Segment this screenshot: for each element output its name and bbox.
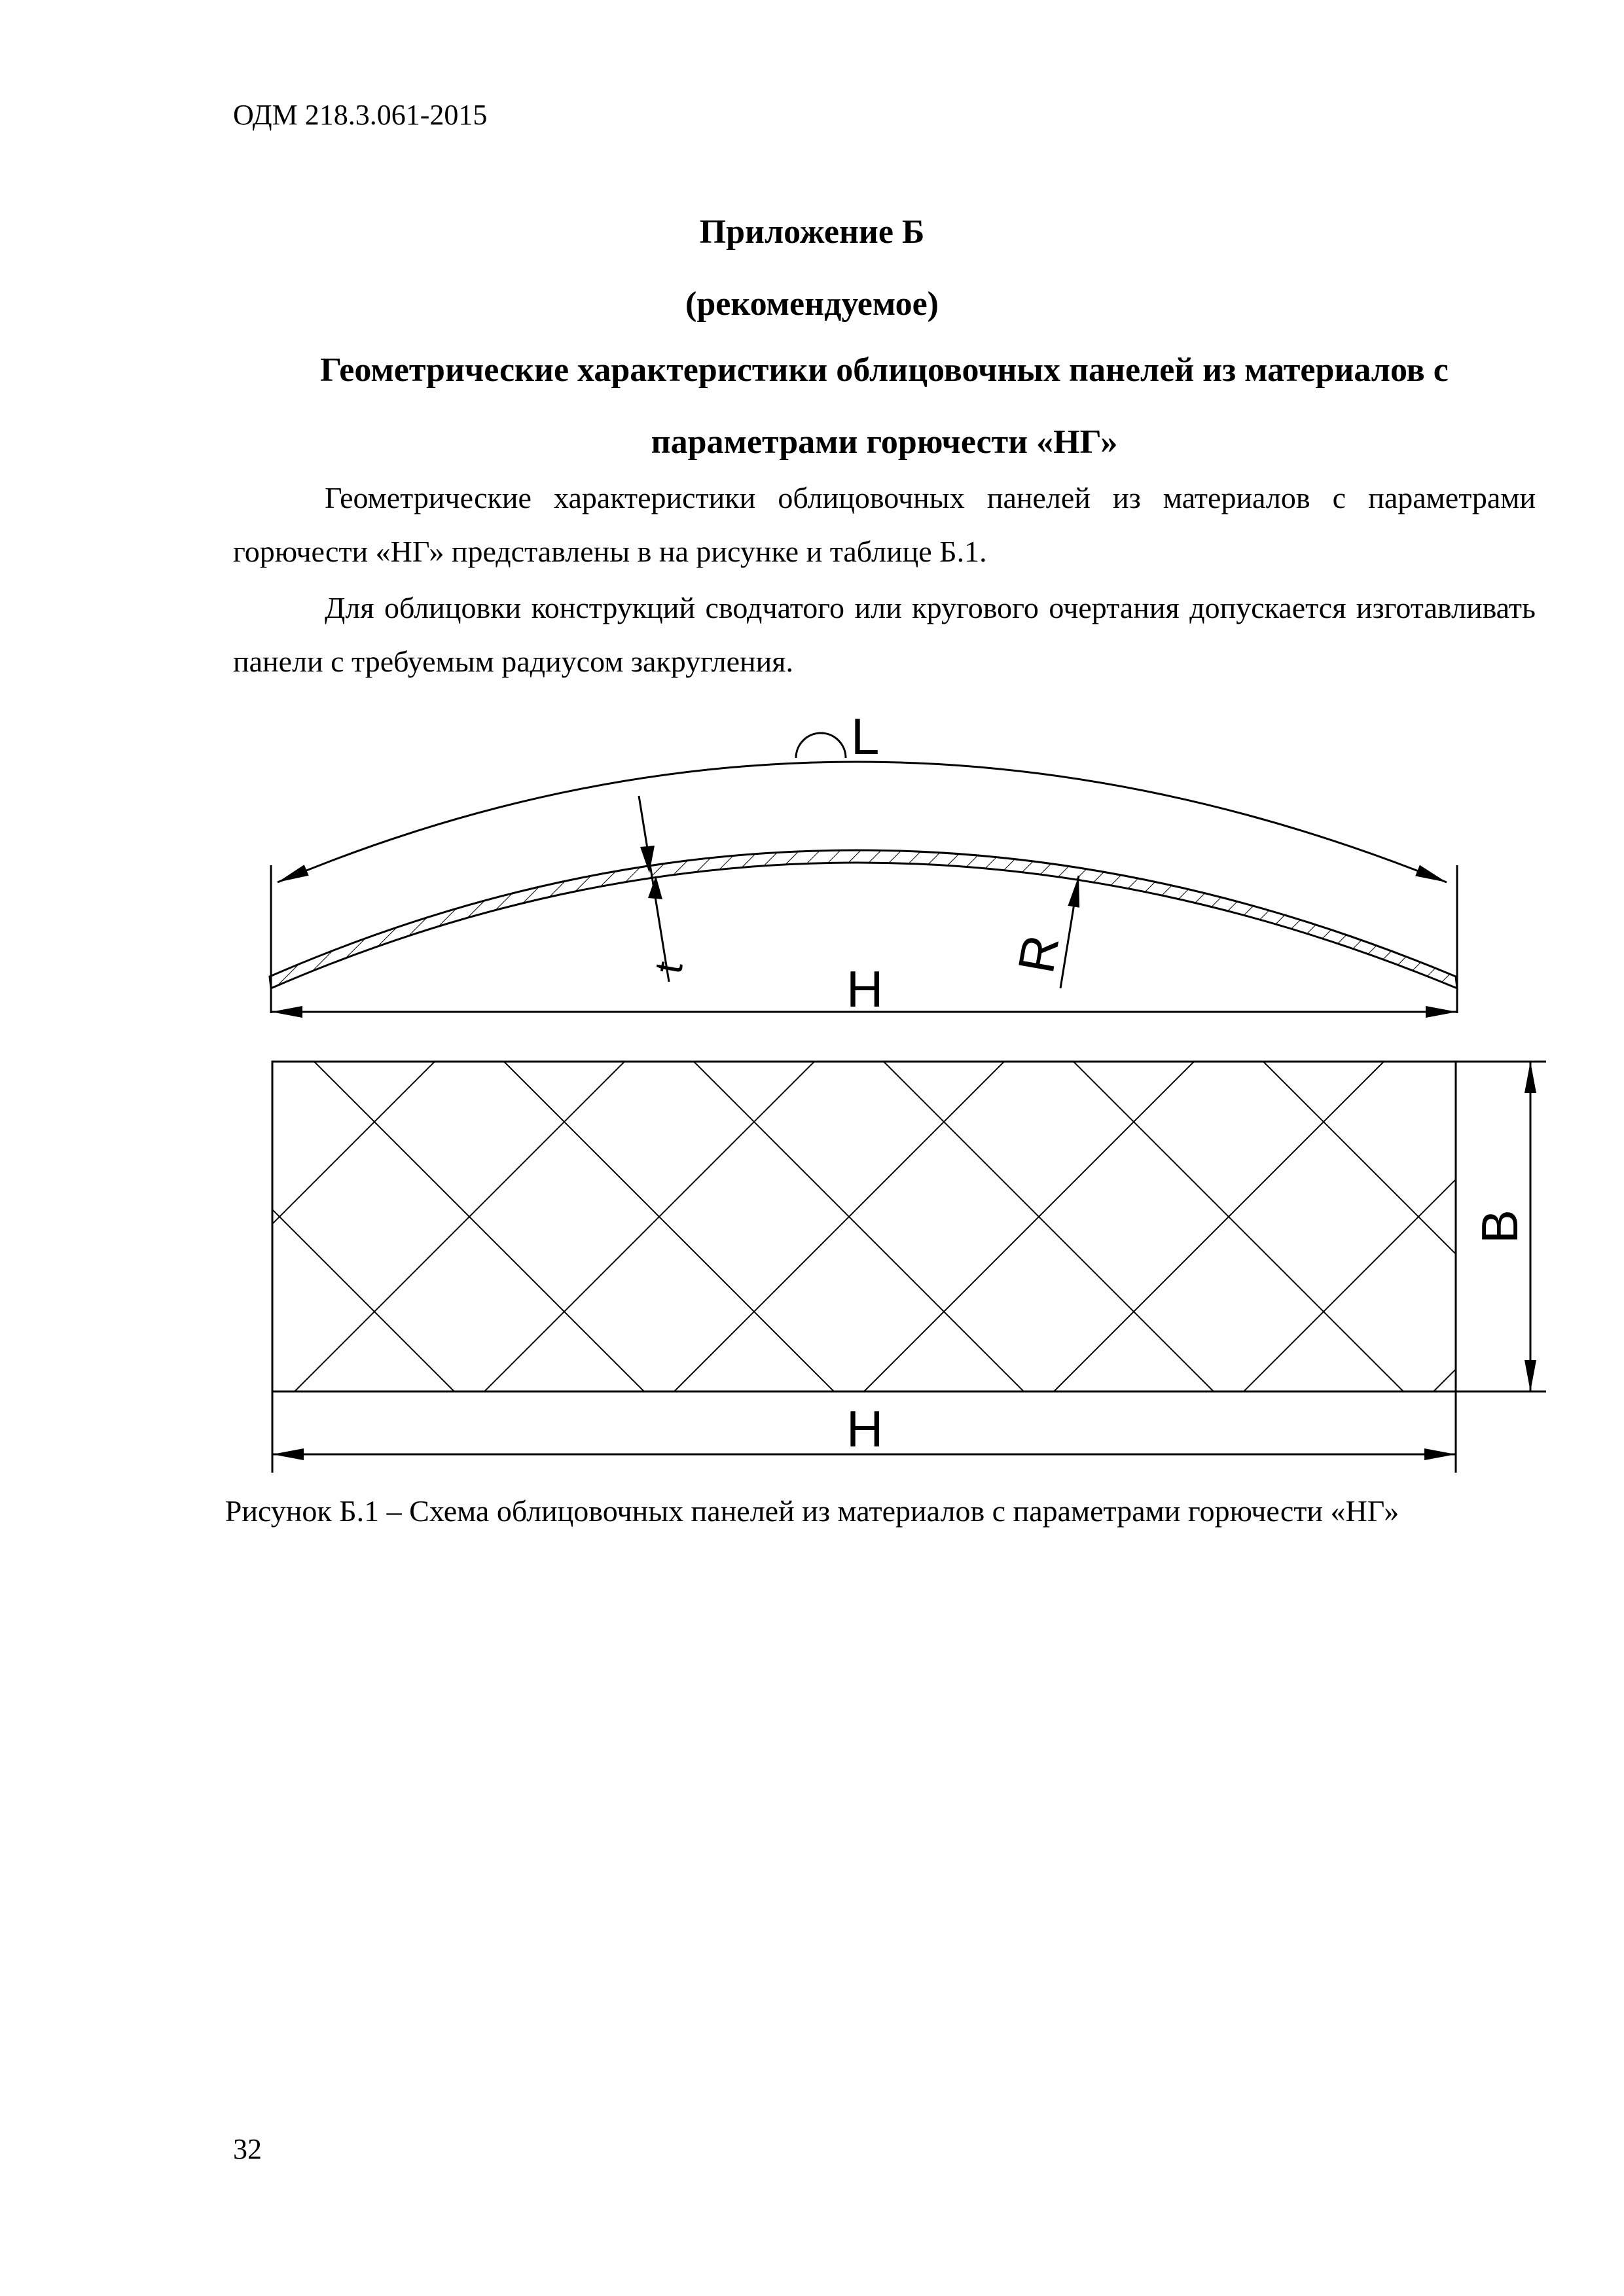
- arc-symbol: [796, 733, 846, 758]
- radius-label: R: [1007, 931, 1070, 977]
- appendix-heading-line-1: Геометрические характеристики облицовочных панелей из материалов с: [320, 351, 1449, 389]
- arc-dimension-line: [278, 762, 1447, 882]
- paragraph-1: Геометрические характеристики облицовочных панелей из материалов с параметрами горючести «НГ» представлены в на рисунке и таблице Б.1.: [233, 481, 1536, 568]
- flat-panel-view: [0, 1062, 1624, 1473]
- panel-outline: [272, 1062, 1456, 1391]
- appendix-status: (рекомендуемое): [685, 285, 939, 323]
- width-label-bottom: H: [846, 1400, 884, 1458]
- paragraph-2: Для облицовки конструкций сводчатого или кругового очертания допускается изготавливать панели с требуемым радиусом закругления.: [233, 591, 1536, 678]
- appendix-heading-line-2: параметрами горючести «НГ»: [651, 423, 1118, 461]
- page-number: 32: [233, 2133, 262, 2165]
- arc-length-label: L: [851, 708, 880, 765]
- document-code: ОДМ 218.3.061-2015: [233, 99, 488, 131]
- figure-caption: Рисунок Б.1 – Схема облицовочных панелей из материалов с параметрами горючести «НГ»: [225, 1494, 1399, 1528]
- curved-panel-section: [270, 708, 1457, 1018]
- width-label-top: H: [846, 960, 884, 1018]
- thickness-label: t: [645, 958, 691, 977]
- appendix-title: Приложение Б: [699, 213, 925, 251]
- height-label: B: [1471, 1209, 1528, 1244]
